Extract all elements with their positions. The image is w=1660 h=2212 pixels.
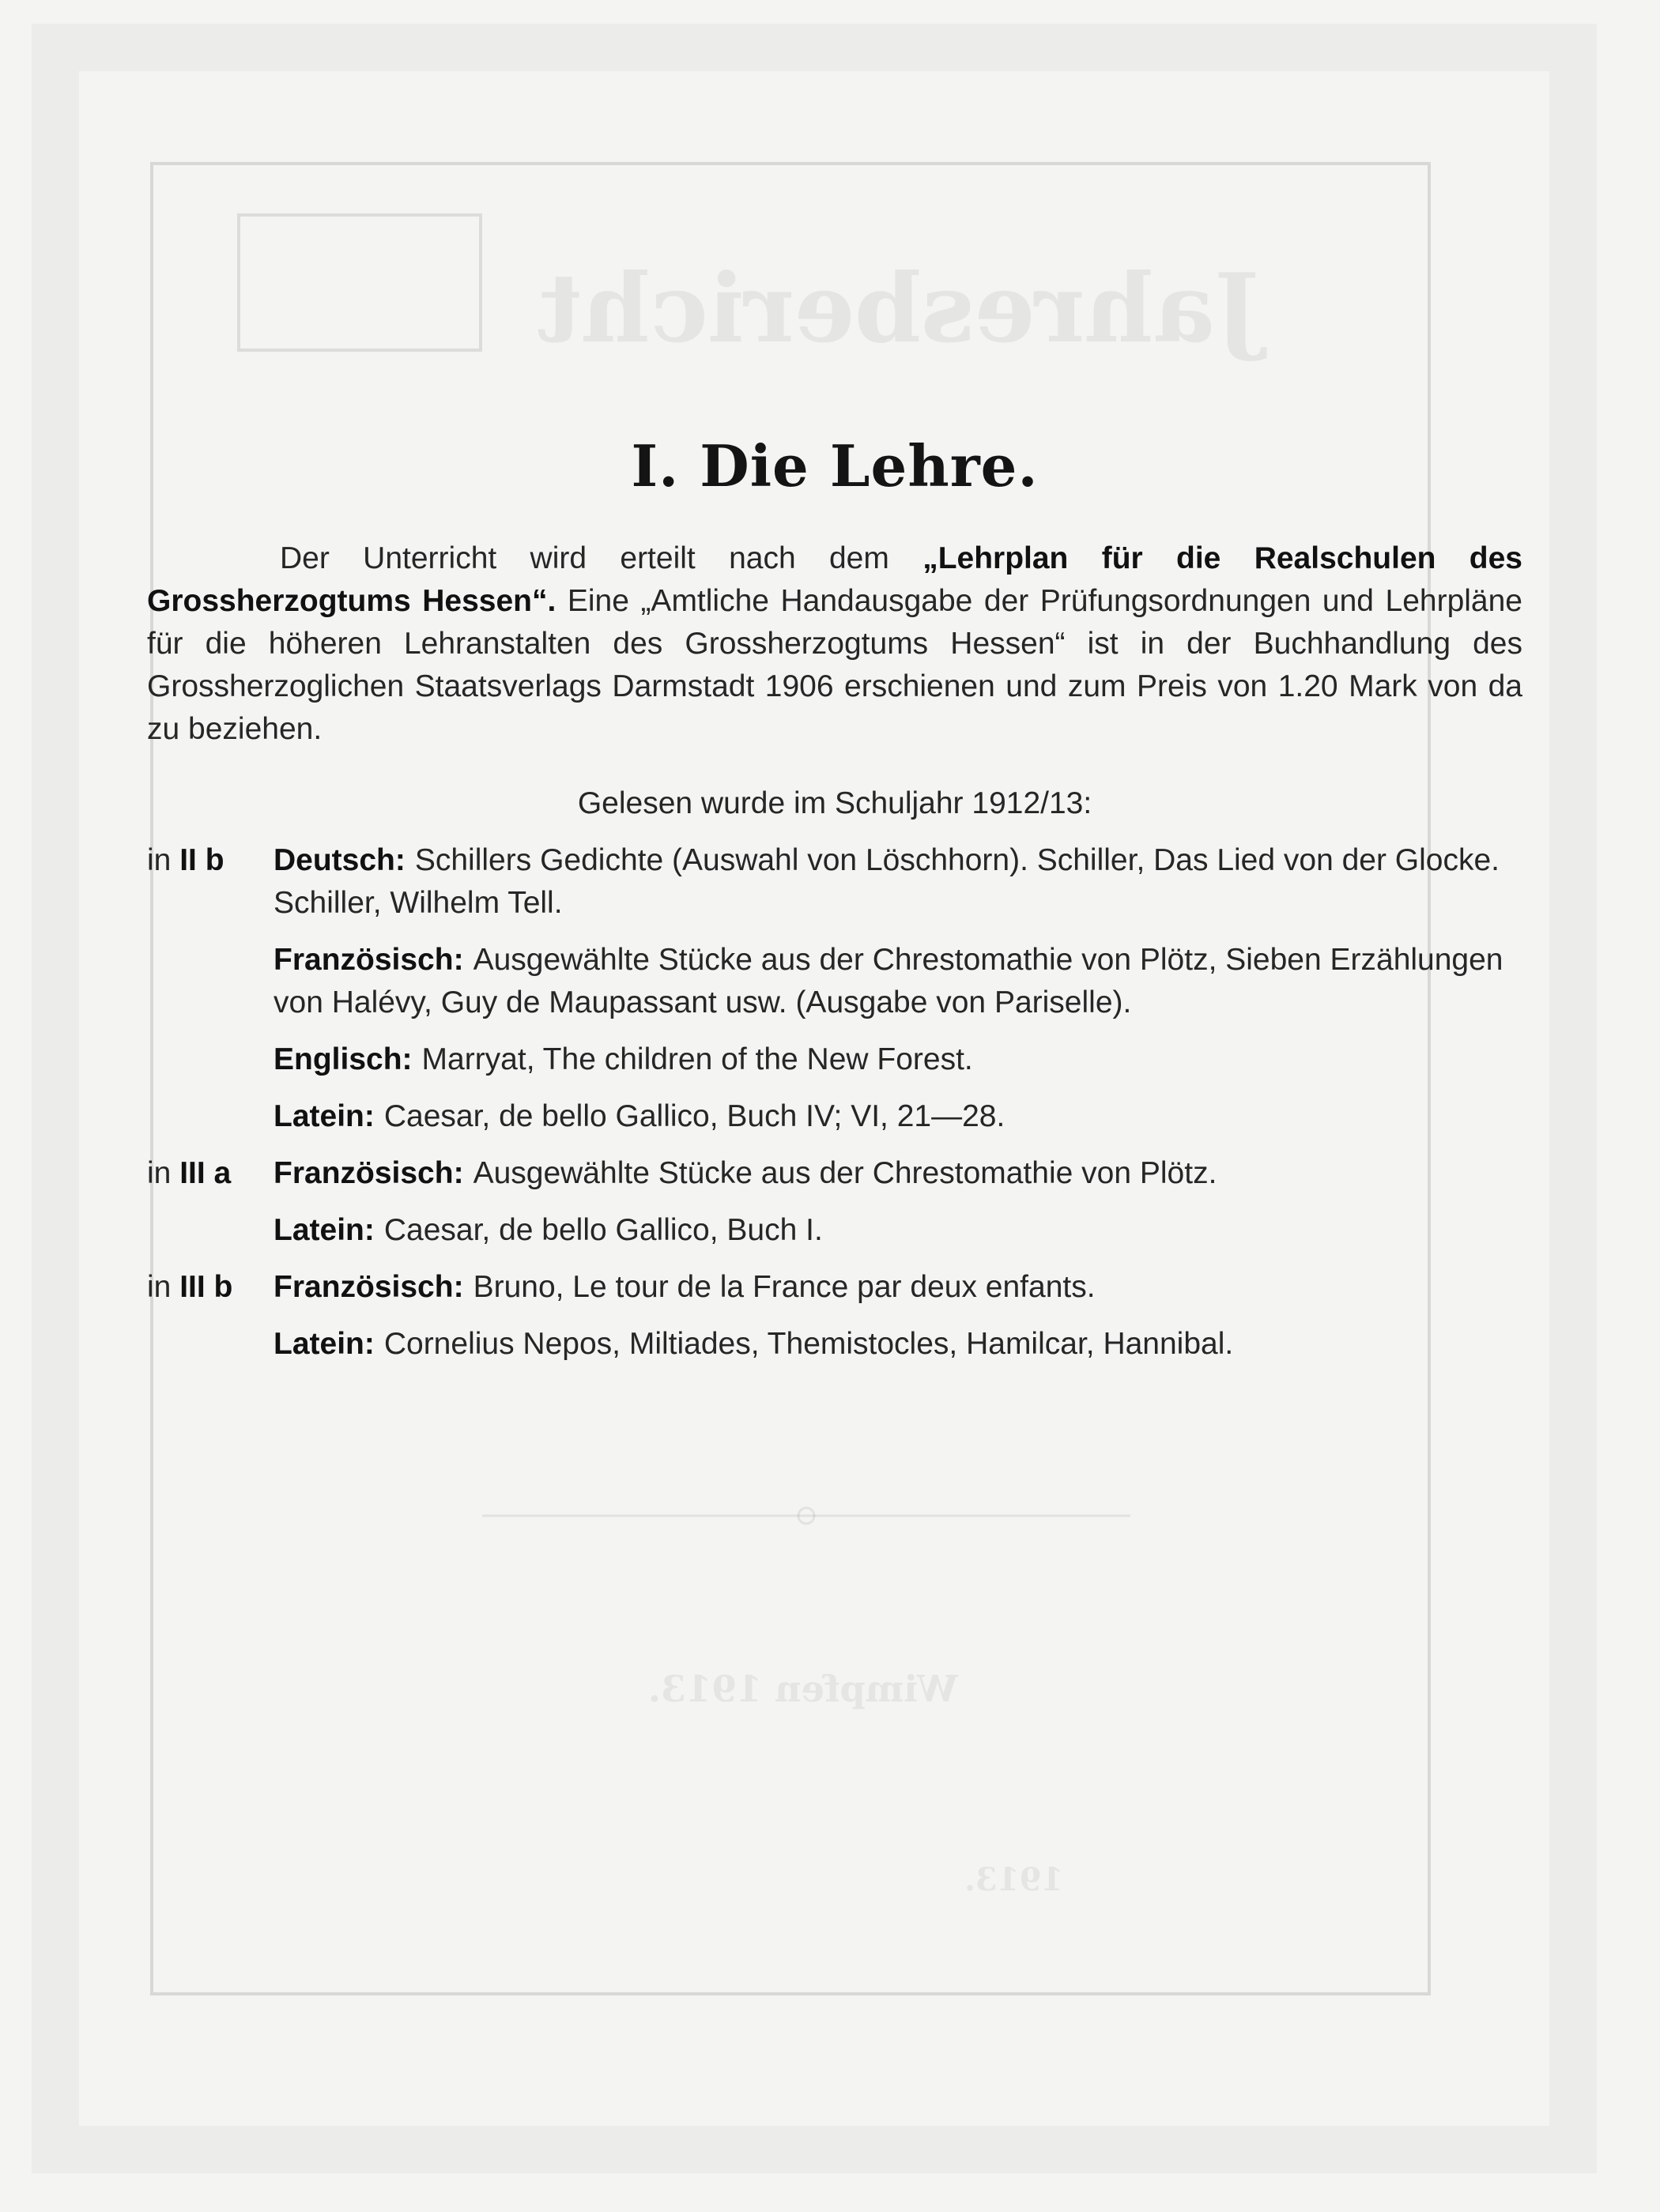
subject-name: Französisch:: [274, 1156, 464, 1190]
intro-text-2: Eine „Amtliche Handausgabe der Prüfungsordnungen und Lehrpläne für die höheren Lehranstalten des Grossherzogtums Hessen“ ist in der Buchhandlung des Grossherzoglichen Staatsverlags Darmstadt 1906 erschienen und zum Preis von 1.20 Mark von da zu beziehen.: [147, 584, 1522, 746]
reading-entry: [274, 1209, 1522, 1252]
bleedthrough-title: Jahresbericht: [538, 253, 1260, 364]
reading-text: Caesar, de bello Gallico, Buch IV; VI, 21—28.: [383, 1099, 1005, 1133]
reading-entry: [274, 839, 1522, 925]
class-label: [147, 1095, 274, 1138]
reading-entry: [274, 1095, 1522, 1138]
subject-name: Englisch:: [274, 1042, 413, 1076]
class-block: [147, 839, 1522, 1138]
subject-name: Französisch:: [274, 1270, 464, 1304]
class-prefix: in: [147, 843, 180, 877]
reading-text: Caesar, de bello Gallico, Buch I.: [383, 1213, 823, 1247]
subject-name: Französisch:: [274, 943, 464, 977]
subject-name: Deutsch:: [274, 843, 406, 877]
class-label: [147, 1038, 274, 1081]
subject-row: [147, 1266, 1522, 1309]
reading-text: Schillers Gedichte (Auswahl von Löschhorn). Schiller, Das Lied von der Glocke. Schiller, Wilhelm Tell.: [274, 843, 1500, 920]
intro-text-1: Der Unterricht wird erteilt nach dem: [280, 541, 923, 575]
subject-row: [147, 839, 1522, 925]
intro-curriculum-title: „Lehrplan für die Realschulen des Grossherzogtums Hessen“.: [147, 541, 1522, 618]
class-prefix: in: [147, 1156, 180, 1190]
class-label: [147, 939, 274, 1024]
class-label: [147, 1323, 274, 1366]
library-stamp-bleedthrough: [237, 213, 482, 352]
subject-row: [147, 1323, 1522, 1366]
reading-entry: [274, 1323, 1522, 1366]
class-block: [147, 1266, 1522, 1366]
class-label: [147, 1152, 274, 1195]
class-name: III b: [179, 1270, 233, 1304]
class-name: II b: [179, 843, 224, 877]
class-label: [147, 1266, 274, 1309]
reading-text: Cornelius Nepos, Miltiades, Themistocles, Hamilcar, Hannibal.: [383, 1327, 1234, 1361]
reading-entry: [274, 1152, 1522, 1195]
subject-row: [147, 1095, 1522, 1138]
reading-entry: [274, 939, 1522, 1024]
reading-list-heading: Gelesen wurde im Schuljahr 1912/13:: [577, 786, 1092, 820]
subject-name: Latein:: [274, 1213, 375, 1247]
bleedthrough-program: 1913.: [964, 1861, 1064, 1898]
bleedthrough-imprint: Wimpfen 1913.: [648, 1667, 958, 1710]
ornamental-divider-bleedthrough: [482, 1505, 1130, 1526]
page-content: [147, 427, 1522, 1380]
subject-row: [147, 1152, 1522, 1195]
subject-name: Latein:: [274, 1099, 375, 1133]
class-name: III a: [179, 1156, 232, 1190]
reading-entry: [274, 1038, 1522, 1081]
reading-text: Bruno, Le tour de la France par deux enfants.: [473, 1270, 1096, 1304]
class-block: [147, 1152, 1522, 1252]
subject-row: [147, 939, 1522, 1024]
reading-list: [147, 839, 1522, 1366]
reading-entry: [274, 1266, 1522, 1309]
class-label: [147, 1209, 274, 1252]
subject-row: [147, 1038, 1522, 1081]
reading-text: Ausgewählte Stücke aus der Chrestomathie von Plötz, Sieben Erzählungen von Halévy, Guy de Maupassant usw. (Ausgabe von Pariselle).: [274, 943, 1503, 1019]
section-heading: I. Die Lehre.: [631, 432, 1039, 499]
class-label: [147, 839, 274, 925]
class-prefix: in: [147, 1270, 180, 1304]
subject-row: [147, 1209, 1522, 1252]
subject-name: Latein:: [274, 1327, 375, 1361]
reading-text: Marryat, The children of the New Forest.: [421, 1042, 973, 1076]
reading-text: Ausgewählte Stücke aus der Chrestomathie von Plötz.: [473, 1156, 1217, 1190]
intro-paragraph: [147, 537, 1522, 751]
